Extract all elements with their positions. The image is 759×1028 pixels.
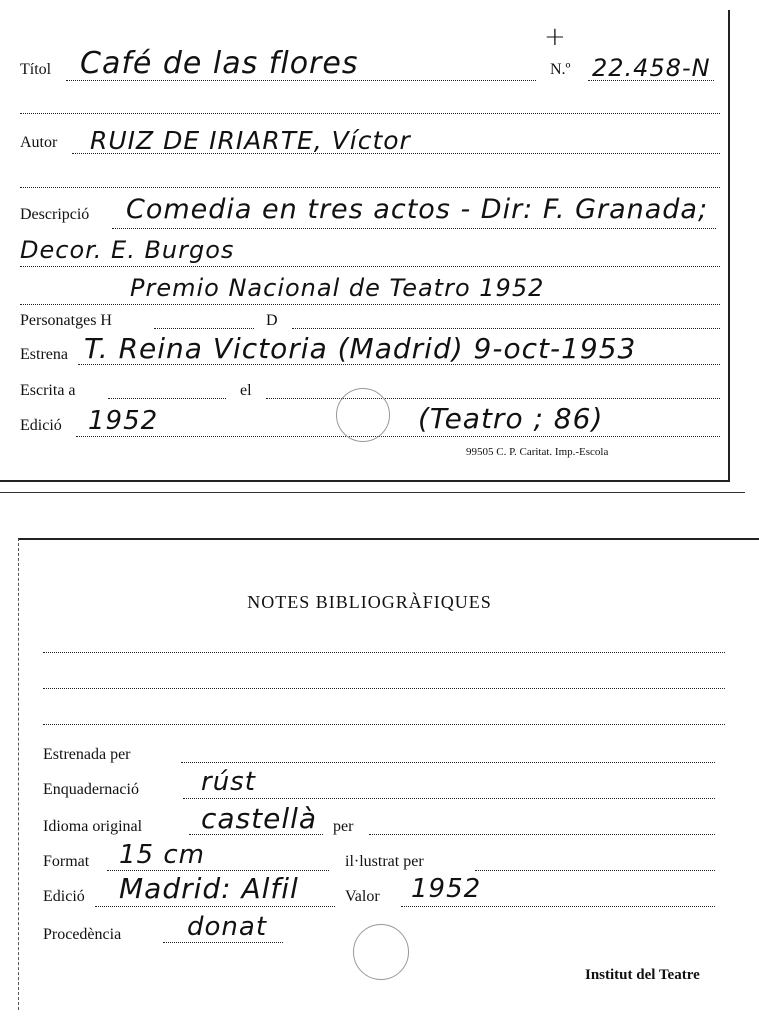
- printer-imprint: 99505 C. P. Caritat. Imp.-Escola: [466, 446, 609, 458]
- written-line: [108, 398, 226, 399]
- title-label: Títol: [20, 61, 52, 78]
- number-value: 22.458-N: [592, 54, 711, 82]
- characters-h-line: [154, 328, 254, 329]
- binding-line: [183, 798, 715, 799]
- catalog-card-back: [18, 538, 759, 1010]
- notes-line-1: [43, 652, 725, 653]
- language-line: [189, 834, 323, 835]
- punch-hole-back: [353, 924, 409, 980]
- format-value: 15 cm: [119, 840, 205, 870]
- language-value: castellà: [201, 802, 318, 835]
- characters-d-label: D: [266, 312, 278, 329]
- edition-series: (Teatro ; 86): [418, 402, 604, 435]
- premiere-label: Estrena: [20, 346, 68, 363]
- premiered-by-label: Estrenada per: [43, 746, 131, 763]
- description-line-1: [112, 228, 716, 229]
- written-label: Escrita a: [20, 382, 76, 399]
- edition-back-value: Madrid: Alfil: [119, 872, 299, 905]
- number-line: [588, 80, 714, 81]
- illustrated-line: [475, 870, 715, 871]
- description-line-2: [20, 266, 720, 267]
- illustrated-label: il·lustrat per: [345, 853, 424, 870]
- edition-value: 1952: [88, 406, 159, 436]
- catalog-card-front: [0, 10, 730, 482]
- edition-label: Edició: [20, 417, 62, 434]
- provenance-label: Procedència: [43, 926, 122, 943]
- premiere-line: [78, 364, 720, 365]
- value-value: 1952: [411, 874, 482, 904]
- value-line: [401, 906, 715, 907]
- characters-d-line: [292, 328, 720, 329]
- description-line1: Comedia en tres actos - Dir: F. Granada;: [126, 194, 709, 225]
- format-line: [107, 870, 329, 871]
- characters-label: Personatges H: [20, 312, 112, 329]
- blank-line-1: [20, 113, 720, 114]
- cross-mark: +: [544, 22, 567, 52]
- edition-line: [76, 436, 720, 437]
- notes-line-3: [43, 724, 725, 725]
- description-label: Descripció: [20, 206, 90, 223]
- title-line: [66, 80, 536, 81]
- notes-line-2: [43, 688, 725, 689]
- premiered-by-line: [181, 762, 715, 763]
- blank-line-2: [20, 187, 720, 188]
- title-value: Café de las flores: [80, 46, 359, 81]
- edition-back-line: [95, 906, 335, 907]
- binding-value: rúst: [201, 767, 256, 797]
- author-value: RUIZ DE IRIARTE, Víctor: [90, 126, 411, 155]
- language-per-label: per: [333, 818, 354, 835]
- description-line3: Premio Nacional de Teatro 1952: [130, 274, 545, 302]
- author-line: [72, 153, 720, 154]
- author-label: Autor: [20, 134, 58, 151]
- written-el-line: [266, 398, 720, 399]
- institution-name: Institut del Teatre: [585, 967, 700, 983]
- edition-back-label: Edició: [43, 888, 85, 905]
- language-label: Idioma original: [43, 818, 143, 835]
- provenance-value: donat: [187, 912, 268, 942]
- description-line2: Decor. E. Burgos: [20, 236, 235, 264]
- provenance-line: [163, 942, 283, 943]
- punch-hole-front: [336, 388, 390, 442]
- notes-heading: NOTES BIBLIOGRÀFIQUES: [247, 592, 492, 612]
- premiere-value: T. Reina Victoria (Madrid) 9-oct-1953: [84, 332, 637, 365]
- language-per-line: [369, 834, 715, 835]
- written-el-label: el: [240, 382, 252, 399]
- binding-label: Enquadernació: [43, 781, 139, 798]
- description-line-3: [20, 304, 720, 305]
- format-label: Format: [43, 853, 90, 870]
- value-label: Valor: [345, 888, 380, 905]
- card-separator: [0, 492, 745, 493]
- number-label: N.º: [550, 61, 571, 78]
